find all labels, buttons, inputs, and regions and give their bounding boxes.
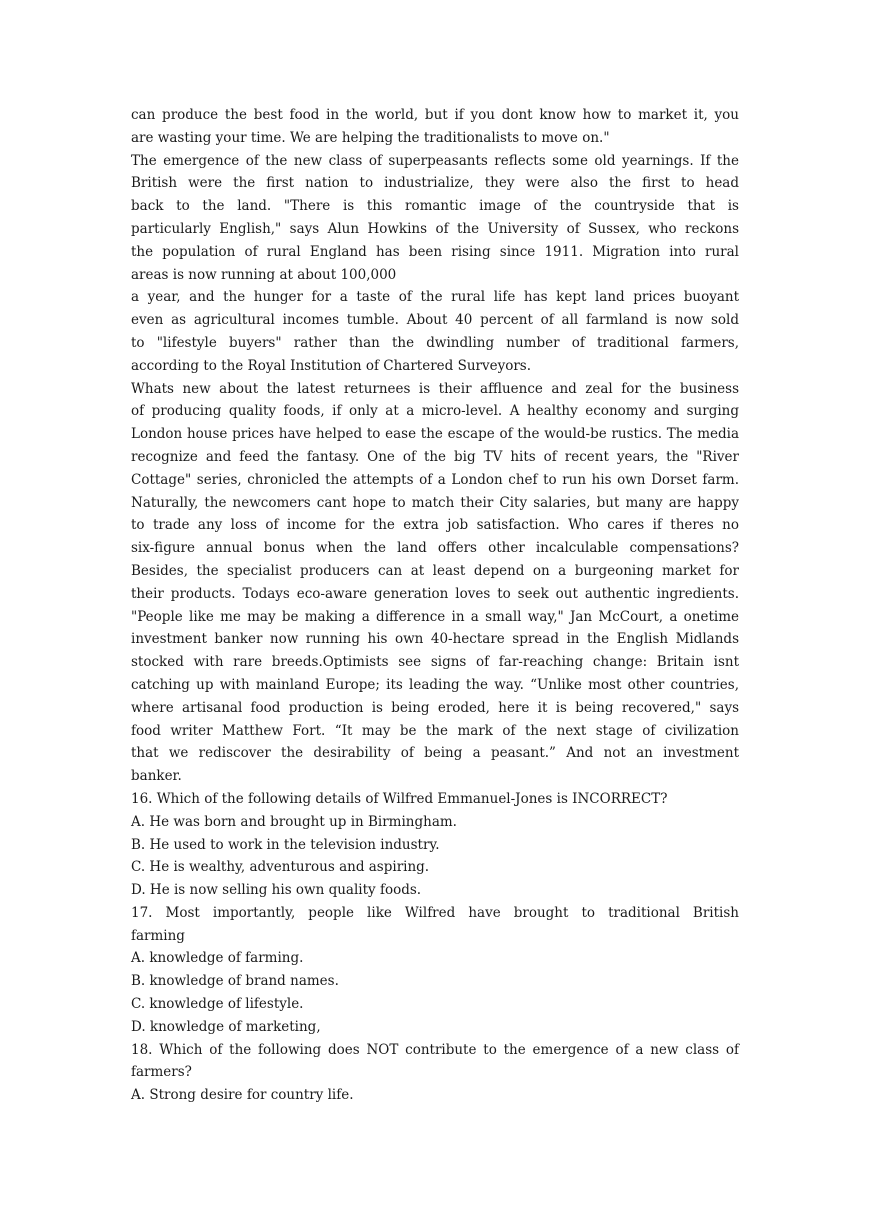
- text-line: are wasting your time. We are helping the traditionalists to move on.": [131, 129, 610, 146]
- text-line: Naturally, the newcomers cant hope to match their City salaries, but many are happy: [131, 494, 739, 511]
- text-line: their products. Todays eco-aware generation loves to seek out authentic ingredients.: [131, 585, 739, 602]
- text-line: the population of rural England has been rising since 1911. Migration into rural: [131, 243, 739, 260]
- text-line: back to the land. "There is this romantic image of the countryside that is: [131, 198, 739, 215]
- text-line: Cottage" series, chronicled the attempts of a London chef to run his own Dorset farm.: [131, 471, 739, 488]
- text-line: A. knowledge of farming.: [131, 950, 304, 967]
- text-line: D. He is now selling his own quality foods.: [131, 882, 422, 899]
- document-page: [131, 104, 739, 1107]
- text-line: "People like me may be making a difference in a small way," Jan McCourt, a onetime: [131, 608, 739, 625]
- text-line: that we rediscover the desirability of being a peasant.” And not an investment: [131, 745, 739, 762]
- text-line: A. Strong desire for country life.: [131, 1087, 354, 1104]
- text-line: according to the Royal Institution of Chartered Surveyors.: [131, 357, 532, 374]
- text-line: a year, and the hunger for a taste of the rural life has kept land prices buoyant: [131, 289, 739, 306]
- text-line: D. knowledge of marketing,: [131, 1018, 321, 1035]
- text-line: farming: [131, 927, 185, 944]
- text-line: even as agricultural incomes tumble. About 40 percent of all farmland is now sold: [131, 312, 739, 329]
- text-line: to "lifestyle buyers" rather than the dwindling number of traditional farmers,: [131, 334, 739, 351]
- text-line: B. He used to work in the television industry.: [131, 836, 440, 853]
- text-line: where artisanal food production is being eroded, here it is being recovered," says: [131, 699, 739, 716]
- text-line: farmers?: [131, 1064, 192, 1081]
- text-line: of producing quality foods, if only at a micro-level. A healthy economy and surging: [131, 403, 739, 420]
- text-line: Whats new about the latest returnees is their affluence and zeal for the business: [131, 380, 739, 397]
- text-line: to trade any loss of income for the extra job satisfaction. Who cares if theres no: [131, 517, 739, 534]
- text-line: C. He is wealthy, adventurous and aspiring.: [131, 859, 430, 876]
- text-line: 17. Most importantly, people like Wilfred have brought to traditional British: [131, 904, 739, 921]
- text-line: Besides, the specialist producers can at least depend on a burgeoning market for: [131, 562, 739, 579]
- text-line: 16. Which of the following details of Wilfred Emmanuel-Jones is INCORRECT?: [131, 790, 668, 807]
- text-line: British were the first nation to industrialize, they were also the first to head: [131, 175, 739, 192]
- text-line: A. He was born and brought up in Birmingham.: [131, 813, 457, 830]
- text-line: six-figure annual bonus when the land offers other incalculable compensations?: [131, 540, 739, 557]
- text-line: recognize and feed the fantasy. One of the big TV hits of recent years, the "River: [131, 448, 739, 465]
- text-line: The emergence of the new class of superpeasants reflects some old yearnings. If the: [131, 152, 739, 169]
- text-line: banker.: [131, 768, 182, 785]
- text-line: London house prices have helped to ease the escape of the would-be rustics. The media: [131, 426, 739, 443]
- text-line: areas is now running at about 100,000: [131, 266, 397, 283]
- text-line: 18. Which of the following does NOT contribute to the emergence of a new class of: [131, 1041, 739, 1058]
- text-line: C. knowledge of lifestyle.: [131, 996, 304, 1013]
- text-line: catching up with mainland Europe; its leading the way. “Unlike most other countries,: [131, 676, 739, 693]
- text-line: can produce the best food in the world, but if you dont know how to market it, you: [131, 107, 739, 123]
- text-line: stocked with rare breeds.Optimists see signs of far-reaching change: Britain isnt: [131, 654, 739, 671]
- text-line: B. knowledge of brand names.: [131, 973, 339, 990]
- text-line: investment banker now running his own 40-hectare spread in the English Midlands: [131, 631, 739, 648]
- text-line: particularly English," says Alun Howkins of the University of Sussex, who reckons: [131, 220, 739, 237]
- text-line: food writer Matthew Fort. “It may be the mark of the next stage of civilization: [131, 722, 739, 739]
